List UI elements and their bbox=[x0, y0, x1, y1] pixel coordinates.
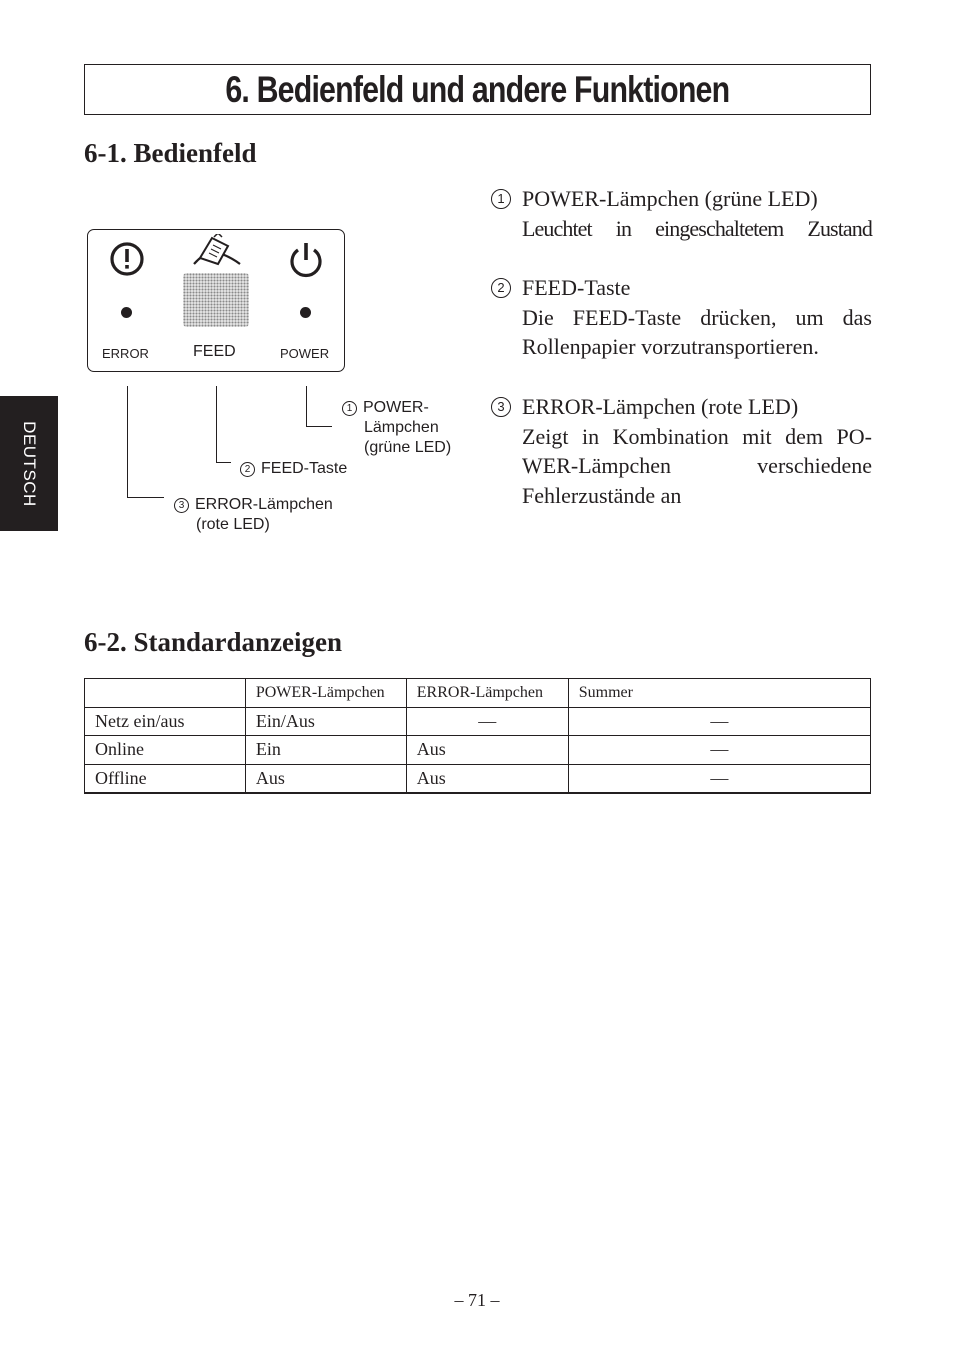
table-cell: Ein/Aus bbox=[245, 707, 406, 736]
callout-text: (grüne LED) bbox=[364, 439, 452, 456]
status-table bbox=[84, 678, 871, 794]
power-led bbox=[300, 307, 311, 318]
feed-button-grille[interactable] bbox=[183, 273, 249, 327]
callout-power bbox=[342, 398, 451, 458]
leader-line-error-vertical bbox=[127, 386, 128, 497]
item-title: ERROR-Lämpchen (rote LED) bbox=[522, 394, 799, 419]
leader-line-feed-horizontal bbox=[216, 462, 231, 463]
item-number: 3 bbox=[491, 397, 511, 417]
error-exclamation-icon bbox=[108, 240, 146, 278]
callout-text: FEED-Taste bbox=[261, 460, 348, 477]
item-line: Leuchtet in eingeschaltetem Zustand bbox=[522, 215, 872, 241]
table-row bbox=[85, 736, 871, 765]
table-cell: Netz ein/aus bbox=[85, 707, 246, 736]
callout-number: 2 bbox=[240, 462, 255, 477]
table-cell: Aus bbox=[245, 764, 406, 793]
callout-feed bbox=[240, 459, 347, 479]
table-cell: Offline bbox=[85, 764, 246, 793]
panel-label-error: ERROR bbox=[102, 346, 149, 361]
panel-label-power: POWER bbox=[280, 346, 330, 361]
callout-number: 1 bbox=[342, 401, 357, 416]
description-item-error bbox=[491, 392, 872, 512]
leader-line-feed-vertical bbox=[216, 386, 217, 462]
item-number: 2 bbox=[491, 278, 511, 298]
table-cell: Aus bbox=[406, 764, 568, 793]
description-item-power bbox=[491, 184, 872, 244]
table-cell: Aus bbox=[406, 736, 568, 765]
table-header-cell: POWER-Lämpchen bbox=[245, 679, 406, 708]
table-header-cell: ERROR-Lämpchen bbox=[406, 679, 568, 708]
paper-feed-icon bbox=[188, 234, 244, 272]
table-cell: — bbox=[568, 764, 870, 793]
table-row bbox=[85, 764, 871, 793]
item-line: Fehlerzustände an bbox=[522, 482, 682, 508]
chapter-title-box bbox=[84, 64, 871, 115]
error-led bbox=[121, 307, 132, 318]
table-cell: Ein bbox=[245, 736, 406, 765]
leader-line-power-vertical bbox=[306, 386, 307, 426]
chapter-title: 6. Bedienfeld und andere Funktionen bbox=[225, 68, 730, 110]
table-header-cell: Summer bbox=[568, 679, 870, 708]
callout-text: Lämpchen bbox=[364, 419, 439, 436]
item-title: POWER-Lämpchen (grüne LED) bbox=[522, 186, 818, 211]
power-icon bbox=[287, 240, 325, 278]
page-number: – 71 – bbox=[454, 1290, 500, 1310]
callout-text: POWER- bbox=[363, 399, 429, 416]
item-title: FEED-Taste bbox=[522, 275, 631, 300]
callout-text: ERROR-Lämpchen bbox=[195, 496, 333, 513]
table-cell: — bbox=[568, 736, 870, 765]
panel-label-feed: FEED bbox=[193, 343, 236, 360]
leader-line-error-horizontal bbox=[127, 497, 164, 498]
table-row bbox=[85, 707, 871, 736]
table-header-cell bbox=[85, 679, 246, 708]
table-cell: Online bbox=[85, 736, 246, 765]
section-heading-standardanzeigen: 6-2. Standardanzeigen bbox=[84, 627, 343, 657]
leader-line-power-horizontal bbox=[306, 426, 332, 427]
table-cell: — bbox=[406, 707, 568, 736]
description-item-feed bbox=[491, 273, 872, 363]
item-number: 1 bbox=[491, 189, 511, 209]
item-line: Rollenpapier vorzutransportieren. bbox=[522, 334, 819, 359]
callout-text: (rote LED) bbox=[196, 516, 270, 533]
section-heading-bedienfeld: 6-1. Bedienfeld bbox=[84, 138, 257, 168]
item-line: WER-Lämpchen verschiedene bbox=[522, 453, 872, 478]
item-line: Die FEED-Taste drücken, um das bbox=[522, 304, 872, 330]
callout-error bbox=[174, 495, 333, 535]
callout-number: 3 bbox=[174, 498, 189, 513]
side-tab-label: DEUTSCH bbox=[20, 420, 39, 507]
table-cell: — bbox=[568, 707, 870, 736]
item-line: Zeigt in Kombination mit dem PO- bbox=[522, 423, 872, 449]
table-header-row bbox=[85, 679, 871, 708]
language-side-tab bbox=[0, 396, 58, 531]
